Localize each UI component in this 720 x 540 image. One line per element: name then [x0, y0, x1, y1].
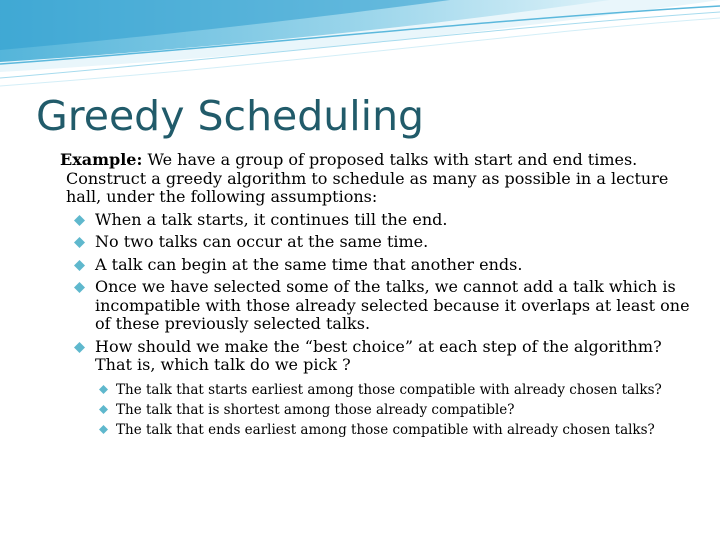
assumption-text: No two talks can occur at the same time. — [95, 232, 429, 251]
diamond-bullet-icon — [74, 260, 85, 271]
intro-paragraph — [60, 151, 696, 207]
diamond-bullet-icon — [99, 425, 108, 434]
assumption-text: Once we have selected some of the talks, we cannot add a talk which is incompatible with those already selected because it overlaps at least one of these previously selected talks. — [95, 277, 690, 333]
diamond-bullet-icon — [74, 237, 85, 248]
assumption-text: A talk can begin at the same time that another ends. — [95, 254, 523, 274]
question-item — [95, 338, 696, 438]
assumptions-list — [60, 211, 696, 438]
list-item — [95, 211, 696, 230]
list-item — [116, 423, 696, 438]
intro-text: We have a group of proposed talks with start and end times. Construct a greedy algorithm to schedule as many as possible in a lecture hall, under the following assumptions: — [66, 150, 669, 206]
diamond-bullet-icon — [74, 342, 85, 353]
list-item — [95, 233, 696, 252]
slide-body — [60, 151, 696, 443]
list-item — [116, 403, 696, 418]
header-wave-banner — [0, 0, 720, 90]
options-list — [95, 383, 696, 438]
diamond-bullet-icon — [99, 405, 108, 414]
question-text: How should we make the “best choice” at each step of the algorithm? That is, which talk do we pick ? — [95, 336, 662, 374]
list-item — [95, 256, 696, 275]
slide-title: Greedy Scheduling — [36, 92, 425, 140]
option-text: The talk that ends earliest among those compatible with already chosen talks? — [116, 421, 655, 438]
option-text: The talk that starts earliest among those compatible with already chosen talks? — [116, 381, 662, 398]
diamond-bullet-icon — [74, 215, 85, 226]
diamond-bullet-icon — [74, 282, 85, 293]
diamond-bullet-icon — [99, 385, 108, 394]
list-item — [116, 383, 696, 398]
assumption-text: When a talk starts, it continues till the end. — [95, 209, 448, 229]
list-item — [95, 278, 696, 334]
option-text: The talk that is shortest among those already compatible? — [116, 401, 515, 418]
intro-lead: Example: — [60, 150, 143, 169]
